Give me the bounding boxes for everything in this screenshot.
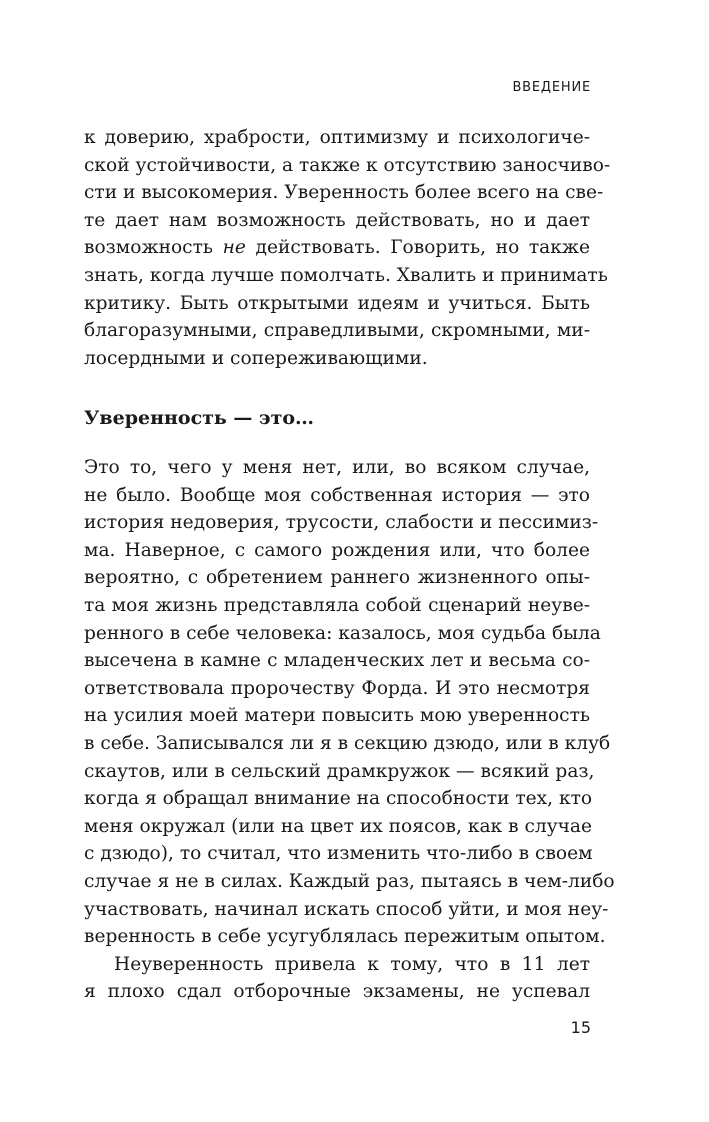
text-line: меня окружал (или на цвет их поясов, как в случае — [84, 815, 593, 837]
text-line: знать, когда лучше помолчать. Хвалить и принимать — [84, 264, 608, 286]
text-line: веренность в себе усугублялась пережитым опытом. — [84, 926, 606, 948]
text-line: с дзюдо), то считал, что изменить что-либо в своем — [84, 843, 593, 865]
text-fragment: возможность — [84, 237, 223, 259]
text-line: те дает нам возможность действовать, но и дает — [84, 209, 590, 231]
text-line: высечена в камне с младенческих лет и весьма со- — [84, 650, 590, 672]
text-fragment: действовать. Говорить, но также — [245, 237, 590, 259]
intro-paragraph — [84, 124, 611, 372]
text-line: критику. Быть открытыми идеям и учиться. Быть — [84, 292, 590, 314]
text-line: ма. Наверное, с самого рождения или, что более — [84, 539, 590, 561]
section-heading: Уверенность — это… — [84, 407, 315, 429]
text-line: не было. Вообще моя собственная история — это — [84, 484, 590, 506]
text-line: ренного в себе человека: казалось, моя судьба была — [84, 622, 601, 644]
main-paragraph — [84, 454, 615, 1006]
emphasized-word: не — [222, 237, 246, 259]
text-line: в себе. Записывался ли я в секцию дзюдо, или в клуб — [84, 732, 611, 754]
text-line: та моя жизнь представляла собой сценарий неуве- — [84, 594, 590, 616]
text-line: ской устойчивости, а также к отсутствию заносчиво- — [84, 154, 611, 176]
text-line: лосердными и сопереживающими. — [84, 347, 428, 369]
page-number: 15 — [570, 1018, 591, 1037]
text-line: ответствовала пророчеству Форда. И это несмотря — [84, 677, 590, 699]
text-line: я плохо сдал отборочные экзамены, не успевал — [84, 981, 590, 1003]
text-line: сти и высокомерия. Уверенность более всего на све- — [84, 182, 604, 204]
text-line: участвовать, начинал искать способ уйти, и моя неу- — [84, 898, 609, 920]
text-line: когда я обращал внимание на способности тех, кто — [84, 788, 593, 810]
running-header: ВВЕДЕНИЕ — [512, 80, 591, 95]
text-line: к доверию, храбрости, оптимизму и психологиче- — [84, 127, 590, 148]
text-line: на усилия моей матери повысить мою уверенность — [84, 705, 590, 727]
text-line: случае я не в силах. Каждый раз, пытаясь в чем-либо — [84, 870, 615, 892]
text-line: история недоверия, трусости, слабости и пессимиз- — [84, 512, 599, 534]
text-line: вероятно, с обретением раннего жизненного опы- — [84, 567, 590, 589]
text-line: Это то, чего у меня нет, или, во всяком случае, — [84, 457, 590, 478]
text-line — [84, 234, 590, 262]
text-line: скаутов, или в сельский драмкружок — всякий раз, — [84, 760, 595, 782]
text-line: Неуверенность привела к тому, что в 11 лет — [114, 953, 590, 975]
text-line: благоразумными, справедливыми, скромными, ми- — [84, 320, 590, 342]
